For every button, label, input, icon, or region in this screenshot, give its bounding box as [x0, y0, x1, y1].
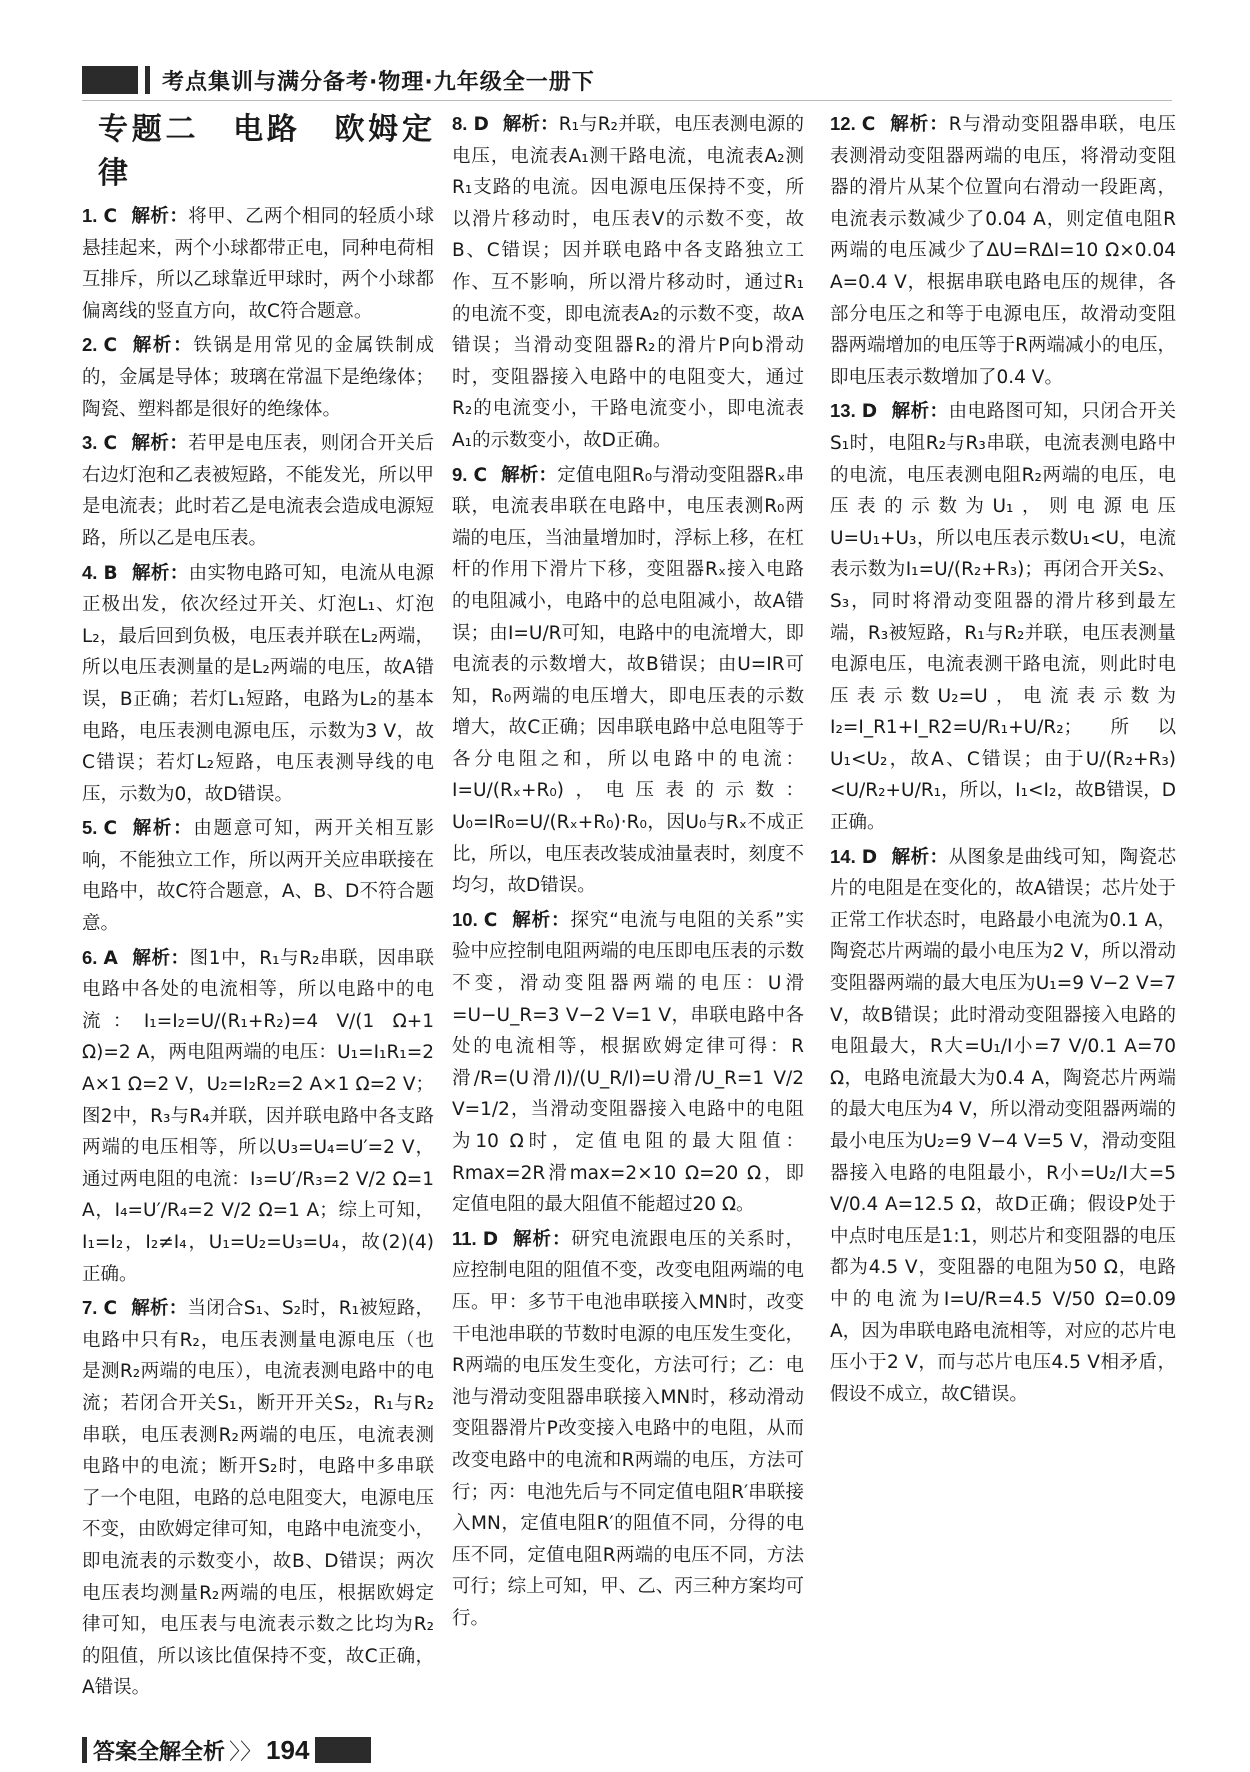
item-choice: D: [482, 1228, 499, 1250]
footer-arrows: 〉〉: [229, 1739, 263, 1765]
item-label: 解析：: [131, 818, 194, 840]
item-number: 11.: [452, 1227, 477, 1249]
item-number: 6.: [82, 946, 98, 968]
item-choice: A: [103, 947, 118, 969]
item-text: 若甲是电压表，则闭合开关后右边灯泡和乙表被短路，不能发光，所以甲是电流表；此时若乙是电流表会造成电源短路，所以乙是电压表。: [82, 433, 434, 549]
item-number: 12.: [830, 113, 856, 134]
answer-item-8: [452, 108, 804, 457]
item-label: 解析：: [512, 1228, 572, 1250]
item-label: 解析：: [131, 1298, 188, 1320]
item-number: 9.: [452, 463, 468, 485]
header-title: 考点集训与满分备考·物理·九年级全一册下: [162, 69, 595, 95]
item-number: 8.: [452, 113, 468, 134]
item-text: 由实物电路可知，电流从电源正极出发，依次经过开关、灯泡L₁、灯泡L₂，最后回到负极，电压表并联在L₂两端，所以电压表测量的是L₂两端的电压，故A错误，B正确；若灯L₁短路，电路为L₂的基本电路，电压表测电源电压，示数为3 V，故C错误；若灯L₂短路，电压表测导线的电压，示数为0，故D错误。: [82, 562, 434, 805]
item-text: R与滑动变阻器串联，电压表测滑动变阻器两端的电压，将滑动变阻器的滑片从某个位置向右滑动一段距离，电流表示数减少了0.04 A，则定值电阻R两端的电压减少了ΔU=RΔI=10 Ω×0.04 A=0.4 V，根据串联电路电压的规律，各部分电压之和等于电源电压，故滑动变阻器两端增加的电压等于R两端减小的电压，即电压表示数增加了0.4 V。: [830, 114, 1176, 388]
answer-item-7: [82, 1292, 434, 1704]
footer-divider: [82, 1737, 87, 1763]
item-number: 5.: [82, 817, 98, 839]
item-text: 将甲、乙两个相同的轻质小球悬挂起来，两个小球都带正电，同种电荷相互排斥，所以乙球靠近甲球时，两个小球都偏离线的竖直方向，故C符合题意。: [82, 206, 434, 322]
item-choice: C: [861, 114, 876, 135]
item-choice: D: [861, 401, 878, 423]
answer-item-10: [452, 904, 804, 1221]
item-choice: C: [103, 433, 118, 455]
item-text: 研究电流跟电压的关系时，应控制电阻的阻值不变，改变电阻两端的电压。甲：多节干电池串联接入MN时，改变干电池串联的节数时电源的电压发生变化，R两端的电压发生变化，方法可行；乙：电池与滑动变阻器串联接入MN时，移动滑动变阻器滑片P改变接入电路中的电阻，从而改变电路中的电流和R两端的电压，方法可行；丙：电池先后与不同定值电阻R′串联接入MN，定值电阻R′的阻值不同，分得的电压不同，定值电阻R两端的电压不同，方法可行；综上可知，甲、乙、丙三种方案均可行。: [452, 1228, 804, 1629]
item-text: 铁锅是用常见的金属铁制成的，金属是导体；玻璃在常温下是绝缘体；陶瓷、塑料都是很好的绝缘体。: [82, 335, 434, 420]
item-number: 3.: [82, 432, 98, 454]
answer-item-6: [82, 942, 434, 1291]
item-text: 图1中，R₁与R₂串联，因串联电路中各处的电流相等，所以电路中的电流：I₁=I₂=U/(R₁+R₂)=4 V/(1 Ω+1 Ω)=2 A，两电阻两端的电压：U₁=I₁R₁=2 A×1 Ω=2 V，U₂=I₂R₂=2 A×1 Ω=2 V；图2中，R₃与R₄并联，因并联电路中各支路两端的电压相等，所以U₃=U₄=U′=2 V，通过两电阻的电流：I₃=U′/R₃=2 V/2 Ω=1 A，I₄=U′/R₄=2 V/2 Ω=1 A；综上可知，I₁=I₂，I₂≠I₄，U₁=U₂=U₃=U₄，故(2)(4)正确。: [82, 947, 434, 1285]
column-3: [830, 108, 1176, 1412]
page-number: 194: [266, 1734, 310, 1765]
item-choice: D: [861, 846, 878, 868]
item-number: 10.: [452, 908, 478, 930]
item-choice: D: [473, 114, 489, 135]
answer-item-9: [452, 459, 804, 902]
item-number: 7.: [82, 1297, 98, 1319]
item-label: 解析：: [889, 114, 949, 135]
item-choice: C: [103, 818, 118, 840]
answer-item-4: [82, 557, 434, 811]
item-text: 探究“电流与电阻的关系”实验中应控制电阻两端的电压即电压表的示数不变，滑动变阻器两端的电压：U滑=U−U_R=3 V−2 V=1 V，串联电路中各处的电流相等，根据欧姆定律可得：R滑/R=(U滑/I)/(U_R/I)=U滑/U_R=1 V/2 V=1/2，当滑动变阻器接入电路中的电阻为10 Ω时，定值电阻的最大阻值：Rmax=2R滑max=2×10 Ω=20 Ω，即定值电阻的最大阻值不能超过20 Ω。: [452, 909, 804, 1216]
page-header: [82, 62, 1182, 98]
answer-item-11: [452, 1223, 804, 1635]
topic-title: 专题二 电路 欧姆定律: [98, 112, 434, 191]
item-choice: C: [473, 464, 488, 486]
item-choice: C: [103, 206, 118, 227]
item-choice: C: [483, 909, 498, 931]
column-2: [452, 108, 804, 1637]
answer-item-12: [830, 108, 1176, 393]
item-label: 解析：: [131, 947, 190, 969]
item-text: 定值电阻R₀与滑动变阻器Rₓ串联，电流表串联在电路中，电压表测R₀两端的电压，当油量增加时，浮标上移，在杠杆的作用下滑片下移，变阻器Rₓ接入电路的电阻减小，电路中的总电阻减小，故A错误；由I=U/R可知，电路中的电流增大，即电流表的示数增大，故B错误；由U=IR可知，R₀两端的电压增大，即电压表的示数增大，故C正确；因串联电路中总电阻等于各分电阻之和，所以电路中的电流：I=U/(Rₓ+R₀)，电压表的示数：U₀=IR₀=U/(Rₓ+R₀)·R₀，因U₀与Rₓ不成正比，所以，电压表改装成油量表时，刻度不均匀，故D错误。: [452, 464, 804, 897]
item-label: 解析：: [891, 846, 949, 868]
item-label: 解析：: [131, 206, 189, 227]
item-label: 解析：: [891, 401, 949, 423]
answer-item-5: [82, 812, 434, 939]
item-number: 14.: [830, 845, 856, 867]
answer-item-14: [830, 841, 1176, 1411]
item-label: 解析：: [131, 562, 189, 584]
item-number: 13.: [830, 400, 856, 422]
item-label: 解析：: [502, 114, 559, 135]
item-label: 解析：: [511, 909, 571, 931]
column-1: [82, 108, 434, 1706]
page-footer: [82, 1733, 371, 1767]
item-choice: B: [103, 562, 118, 584]
item-text: 从图象是曲线可知，陶瓷芯片的电阻是在变化的，故A错误；芯片处于正常工作状态时，电路最小电流为0.1 A，陶瓷芯片两端的最小电压为2 V，所以滑动变阻器两端的最大电压为U₁=9 V−2 V=7 V，故B错误；此时滑动变阻器接入电路的电阻最大，R大=U₁/I小=7 V/0.1 A=70 Ω，电路电流最大为0.4 A，陶瓷芯片两端的最大电压为4 V，所以滑动变阻器两端的最小电压为U₂=9 V−4 V=5 V，滑动变阻器接入电路的电阻最小，R小=U₂/I大=5 V/0.4 A=12.5 Ω，故D正确；假设P处于中点时电压是1:1，则芯片和变阻器的电压都为4.5 V，变阻器的电阻为50 Ω，电路中的电流为I=U/R=4.5 V/50 Ω=0.09 A，因为串联电路电流相等，对应的芯片电压小于2 V，而与芯片电压4.5 V相矛盾，假设不成立，故C错误。: [830, 846, 1176, 1405]
item-label: 解析：: [131, 433, 189, 455]
item-number: 1.: [82, 205, 98, 226]
answer-item-1: [82, 200, 434, 327]
answer-item-2: [82, 329, 434, 425]
item-label: 解析：: [501, 464, 558, 486]
footer-label: 答案全解全析: [93, 1739, 226, 1765]
item-text: 由电路图可知，只闭合开关S₁时，电阻R₂与R₃串联，电流表测电路中的电流，电压表测电阻R₂两端的电压，电压表的示数为U₁，则电源电压U=U₁+U₃，所以电压表示数U₁<U，电流表示数为I₁=U/(R₂+R₃)；再闭合开关S₂、S₃，同时将滑动变阻器的滑片移到最左端，R₃被短路，R₁与R₂并联，电压表测量电源电压，电流表测干路电流，则此时电压表示数U₂=U，电流表示数为I₂=I_R1+I_R2=U/R₁+U/R₂；所以U₁<U₂，故A、C错误；由于U/(R₂+R₃)<U/R₂+U/R₁，所以，I₁<I₂，故B错误，D正确。: [830, 401, 1176, 834]
item-choice: C: [103, 335, 118, 357]
answer-item-3: [82, 427, 434, 554]
header-divider: [145, 66, 150, 94]
footer-black-bar: [315, 1737, 371, 1763]
item-text: R₁与R₂并联，电压表测电源的电压，电流表A₁测干路电流，电流表A₂测R₁支路的电流。因电源电压保持不变，所以滑片移动时，电压表V的示数不变，故B、C错误；因并联电路中各支路独立工作、互不影响，所以滑片移动时，通过R₁的电流不变，即电流表A₂的示数不变，故A错误；当滑动变阻器R₂的滑片P向b滑动时，变阻器接入电路中的电阻变大，通过R₂的电流变小，干路电流变小，即电流表A₁的示数变小，故D正确。: [452, 114, 804, 451]
item-number: 4.: [82, 561, 98, 583]
header-black-bar: [82, 66, 138, 94]
item-choice: C: [103, 1298, 118, 1320]
answer-item-13: [830, 395, 1176, 838]
item-number: 2.: [82, 334, 98, 356]
item-text: 由题意可知，两开关相互影响，不能独立工作，所以两开关应串联接在电路中，故C符合题意，A、B、D不符合题意。: [82, 818, 434, 935]
header-rule: [82, 100, 1172, 101]
item-label: 解析：: [131, 335, 194, 357]
item-text: 当闭合S₁、S₂时，R₁被短路，电路中只有R₂，电压表测量电源电压（也是测R₂两端的电压），电流表测电路中的电流；若闭合开关S₁，断开开关S₂，R₁与R₂串联，电压表测R₂两端的电压，电流表测电路中的电流；断开S₂时，电路中多串联了一个电阻，电路的总电阻变大，电源电压不变，由欧姆定律可知，电路中电流变小，即电流表的示数变小，故B、D错误；两次电压表均测量R₂两端的电压，根据欧姆定律可知，电压表与电流表示数之比均为R₂的阻值，所以该比值保持不变，故C正确，A错误。: [82, 1298, 434, 1699]
